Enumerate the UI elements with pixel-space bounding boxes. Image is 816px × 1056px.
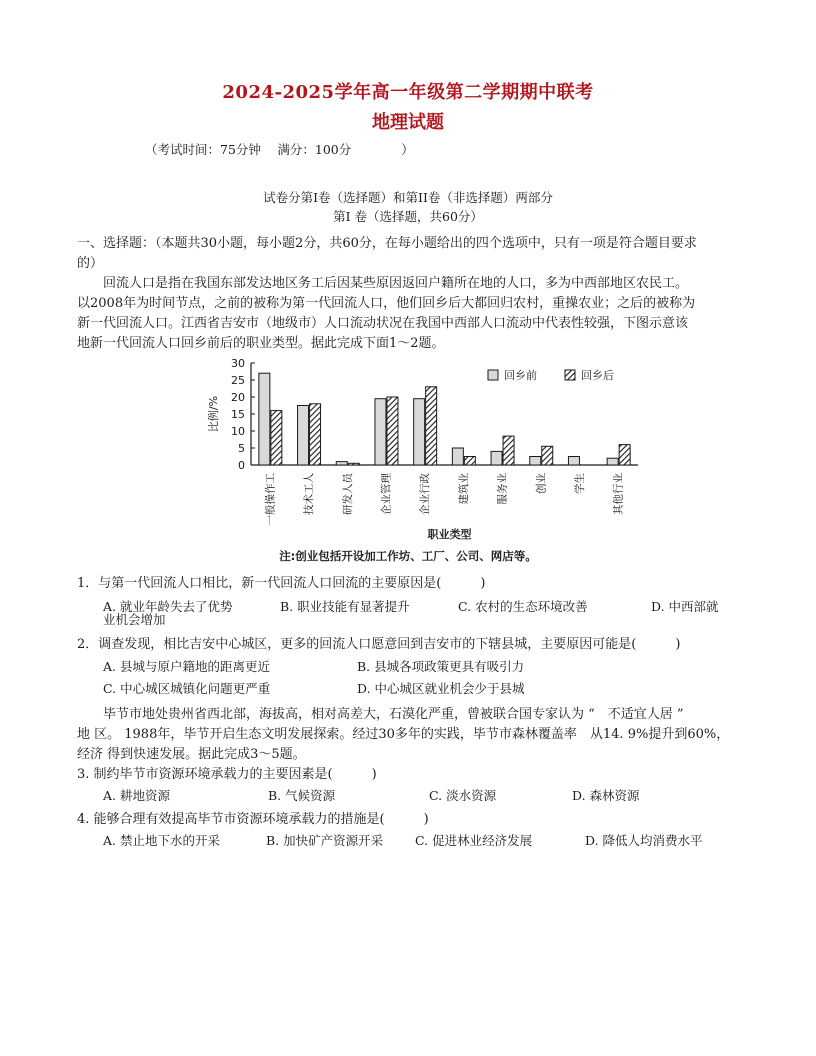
question-3-stem: 3. 制约毕节市资源环境承载力的主要因素是( ) [77,767,377,782]
q4-option-a[interactable]: A. 禁止地下水的开采 [103,833,220,848]
q1-option-a[interactable]: A. 就业年龄失去了优势 [103,599,233,614]
passage2-line: 毕节市地处贵州省西北部，海拔高，相对高差大，石漠化严重，曾被联合国专家认为 “ 不适宜人居 ” [77,707,684,722]
question-4-stem: 4. 能够合理有效提高毕节市资源环境承载力的措施是( ) [77,812,429,827]
bar-before-return [491,451,502,465]
question-2-stem: 2．调查发现，相比吉安中心城区，更多的回流人口愿意回到吉安市的下辖县城，主要原因可能是( ) [77,637,681,652]
x-tick-label: 学生 [573,473,586,494]
passage1-line: 地新一代回流人口回乡前后的职业类型。据此完成下面1～2题。 [77,336,445,351]
question-1-stem: 1．与第一代回流人口相比，新一代回流人口回流的主要原因是( ) [77,576,486,591]
part1-heading: 第I 卷（选择题，共60分） [333,209,483,224]
bar-after-return [464,457,475,466]
bar-before-return [336,462,347,465]
q1-option-b[interactable]: B. 职业技能有显著提升 [280,599,410,614]
bar-after-return [387,397,398,465]
q2-option-d[interactable]: D. 中心城区就业机会少于县城 [357,681,525,696]
q3-option-c[interactable]: C. 淡水资源 [429,788,497,803]
bar-after-return [542,446,553,465]
x-tick-label: 建筑业 [457,473,470,505]
q3-option-b[interactable]: B. 气候资源 [268,788,336,803]
legend-label: 回乡前 [504,369,537,382]
x-tick-label: 企业管理 [380,473,393,515]
bar-before-return [607,458,618,465]
bar-before-return [259,373,270,465]
q2-option-b[interactable]: B. 县城各项政策更具有吸引力 [357,659,525,674]
q3-option-d[interactable]: D. 森林资源 [572,788,640,803]
occupation-bar-chart [195,350,655,565]
exam-info: （考试时间：75分钟 满分：100分 ） [145,142,414,157]
bar-before-return [530,457,541,466]
q1-option-c[interactable]: C. 农村的生态环境改善 [458,599,588,614]
legend-swatch [488,370,498,380]
legend-swatch [565,370,575,380]
q4-option-c[interactable]: C. 促进林业经济发展 [415,833,533,848]
section-instruction-line2: 的） [77,256,104,271]
x-tick-label: 一般操作工 [264,473,277,526]
y-tick-label: 10 [231,425,245,438]
passage2-line: 地 区。 1988年，毕节开启生态文明发展探索。经过30多年的实践，毕节市森林覆盖率 从14. 9%提升到60%， [77,727,730,742]
section-instruction-line1: 一、选择题：（本题共30小题，每小题2分，共60分，在每小题给出的四个选项中，只有一项是符合题目要求 [77,236,697,251]
y-tick-label: 30 [231,357,245,370]
q4-option-d[interactable]: D. 降低人均消费水平 [585,833,703,848]
bar-after-return [503,436,514,465]
bar-before-return [568,457,579,466]
bar-after-return [271,411,282,465]
q1-option-d[interactable]: D. 中西部就 [651,599,719,614]
passage1-line: 以2008年为时间节点，之前的被称为第一代回流人口，他们回乡后大都回归农村，重操农业；之后的被称为 [77,296,696,311]
bar-after-return [310,404,321,465]
passage1-line: 新一代回流人口。江西省吉安市（地级市）人口流动状况在我国中西部人口流动中代表性较强，下图示意该 [77,316,689,331]
y-tick-label: 15 [231,408,245,421]
x-tick-label: 创业 [535,473,548,494]
q2-option-a[interactable]: A. 县城与原户籍地的距离更近 [103,659,270,674]
bar-before-return [375,399,386,465]
q4-option-b[interactable]: B. 加快矿产资源开采 [266,833,384,848]
legend-label: 回乡后 [581,369,614,382]
bar-before-return [452,448,463,465]
y-tick-label: 5 [238,442,245,455]
x-tick-label: 服务业 [496,473,509,505]
passage1-line: 回流人口是指在我国东部发达地区务工后因某些原因返回户籍所在地的人口，多为中西部地区农民工。 [77,276,689,291]
x-axis-label: 职业类型 [427,528,472,541]
y-axis-label: 比例/% [207,395,220,433]
x-tick-label: 研发人员 [341,473,354,515]
paper-structure: 试卷分第I卷（选择题）和第II卷（非选择题）两部分 [263,190,553,205]
bar-before-return [414,399,425,465]
q2-option-c[interactable]: C. 中心城区城镇化问题更严重 [103,681,271,696]
bar-after-return [619,445,630,465]
subject-title: 地理试题 [372,112,444,133]
passage2-line: 经济 得到快速发展。据此完成3～5题。 [77,747,306,762]
x-tick-label: 技术工人 [303,473,316,515]
chart-note: 注:创业包括开设加工作坊、工厂、公司、网店等。 [279,549,537,563]
bar-after-return [348,463,359,465]
bar-after-return [426,387,437,465]
q3-option-a[interactable]: A. 耕地资源 [103,788,170,803]
y-tick-label: 20 [231,391,245,404]
y-tick-label: 0 [238,459,245,472]
q1-option-d-continued: 业机会增加 [103,612,166,627]
exam-title: 2024-2025学年高一年级第二学期期中联考 [222,82,594,103]
y-tick-label: 25 [231,374,245,387]
x-tick-label: 企业行政 [419,473,432,515]
bar-before-return [298,406,309,466]
x-tick-label: 其他行业 [612,473,625,515]
